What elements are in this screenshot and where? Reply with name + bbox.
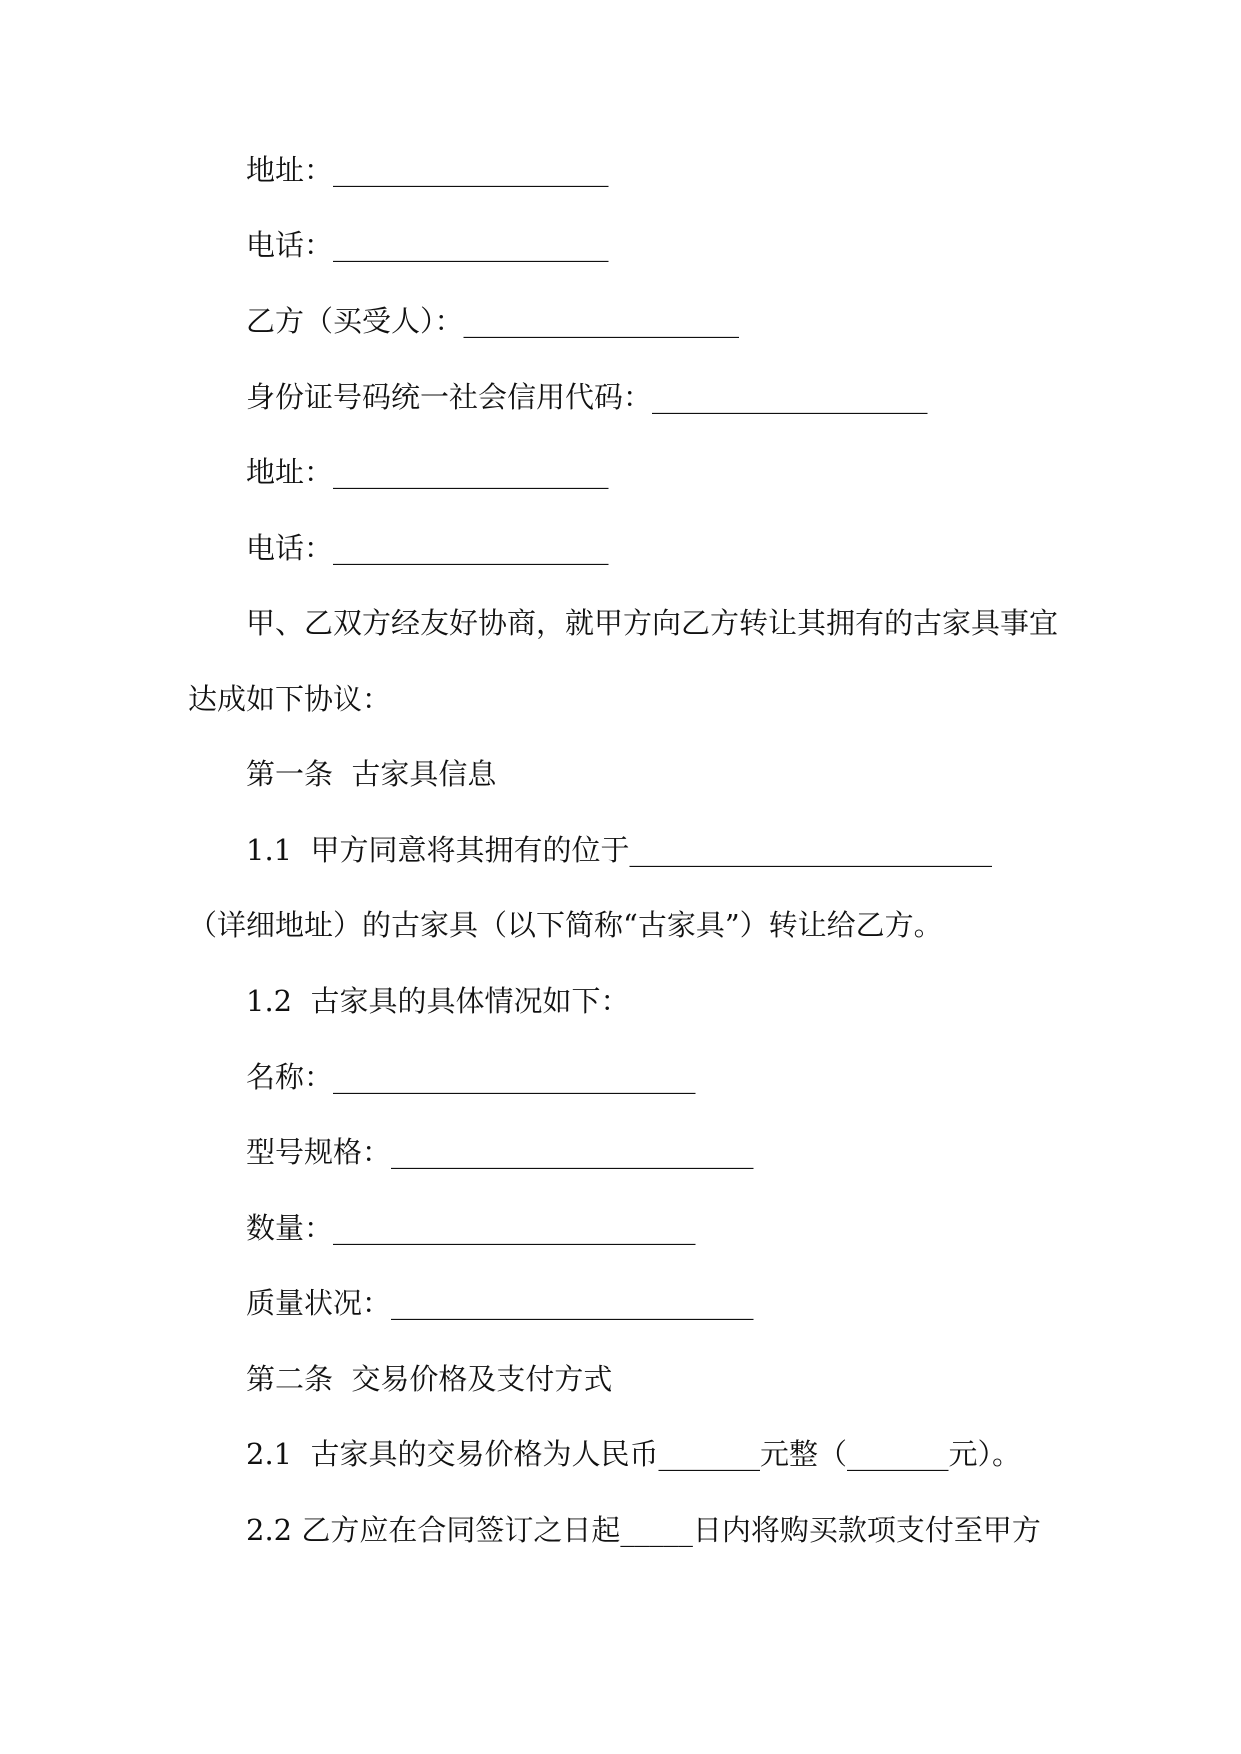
- buyer-address-line: 地址：___________________: [246, 455, 609, 489]
- clause-2-2: 2.2 乙方应在合同签订之日起_____日内将购买款项支付至甲方: [246, 1513, 1041, 1547]
- item-spec-line: 型号规格：_________________________: [246, 1135, 754, 1169]
- buyer-name-line: 乙方（买受人）：___________________: [246, 304, 740, 338]
- preamble-line-2: 达成如下协议：: [188, 682, 392, 716]
- clause-1-2: 1.2 古家具的具体情况如下：: [246, 984, 630, 1018]
- clause-2-1: 2.1 古家具的交易价格为人民币_______元整（_______元）。: [246, 1437, 1022, 1471]
- item-quality-line: 质量状况：_________________________: [246, 1286, 754, 1320]
- clause-1-1-line-1: 1.1 甲方同意将其拥有的位于_________________________: [246, 833, 993, 867]
- article-1-heading: 第一条 古家具信息: [246, 757, 497, 791]
- article-2-heading: 第二条 交易价格及支付方式: [246, 1362, 613, 1396]
- preamble-line-1: 甲、乙双方经友好协商，就甲方向乙方转让其拥有的古家具事宜: [246, 606, 1059, 640]
- item-quantity-line: 数量：_________________________: [246, 1211, 696, 1245]
- buyer-id-line: 身份证号码统一社会信用代码：___________________: [246, 380, 928, 414]
- seller-phone-line: 电话：___________________: [246, 228, 609, 262]
- buyer-phone-line: 电话：___________________: [246, 531, 609, 565]
- clause-1-1-line-2: （详细地址）的古家具（以下简称“古家具”）转让给乙方。: [188, 908, 943, 942]
- seller-address-line: 地址：___________________: [246, 153, 609, 187]
- item-name-line: 名称：_________________________: [246, 1060, 696, 1094]
